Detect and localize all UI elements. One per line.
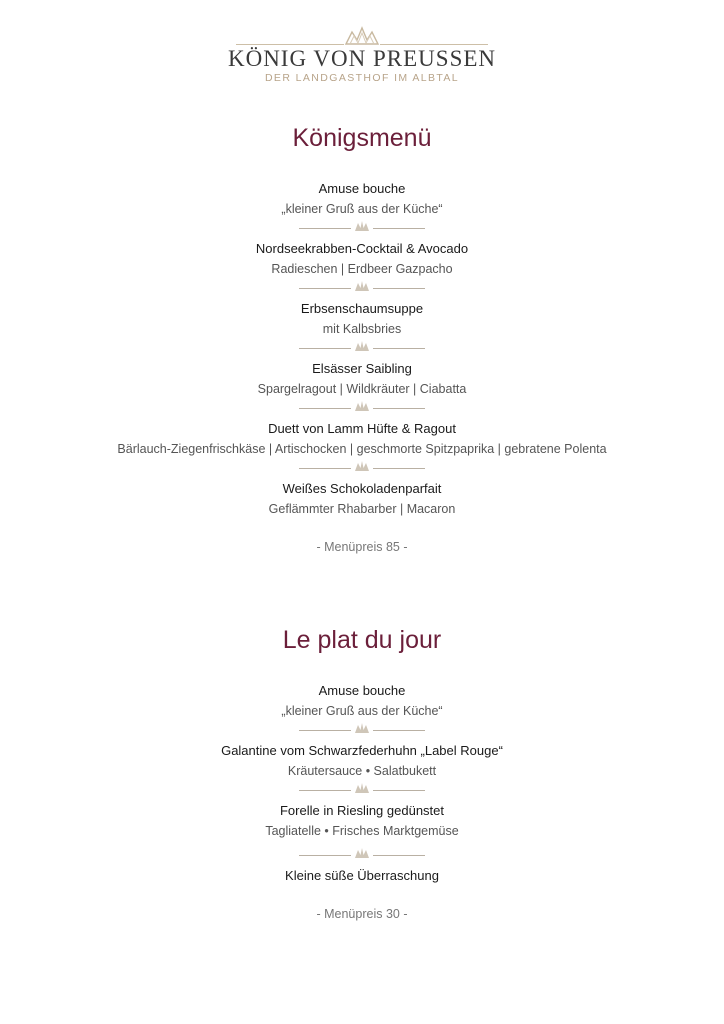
course-desc: Geflämmter Rhabarber | Macaron bbox=[268, 502, 456, 516]
menu-title-plat-du-jour: Le plat du jour bbox=[282, 626, 442, 654]
crown-divider-icon bbox=[354, 220, 370, 232]
course-item bbox=[0, 681, 724, 721]
divider bbox=[0, 460, 724, 472]
crown-divider-icon bbox=[354, 400, 370, 412]
divider bbox=[0, 847, 724, 859]
course-name: Kleine süße Überraschung bbox=[285, 868, 439, 883]
divider bbox=[0, 340, 724, 352]
crown-icon bbox=[344, 26, 380, 46]
course-item bbox=[0, 801, 724, 841]
crown-divider-icon bbox=[354, 847, 370, 859]
course-item bbox=[0, 179, 724, 219]
course-item bbox=[0, 479, 724, 519]
course-name: Erbsenschaumsuppe bbox=[300, 301, 424, 316]
divider bbox=[0, 722, 724, 734]
crown-divider-icon bbox=[354, 722, 370, 734]
course-name: Elsässer Saibling bbox=[312, 361, 412, 376]
brand-name: KÖNIG VON PREUSSEN bbox=[227, 46, 497, 71]
divider bbox=[0, 220, 724, 232]
course-name: Duett von Lamm Hüfte & Ragout bbox=[268, 421, 456, 436]
crown-divider-icon bbox=[354, 460, 370, 472]
course-desc: Tagliatelle • Frisches Marktgemüse bbox=[265, 824, 459, 838]
course-desc: „kleiner Gruß aus der Küche“ bbox=[281, 202, 443, 216]
course-item bbox=[0, 741, 724, 781]
crown-divider-icon bbox=[354, 782, 370, 794]
course-desc: „kleiner Gruß aus der Küche“ bbox=[281, 704, 443, 718]
course-desc: Bärlauch-Ziegenfrischkäse | Artischocken | geschmorte Spitzpaprika | gebratene Polenta bbox=[117, 442, 607, 456]
logo-rule-right bbox=[380, 44, 488, 45]
course-name: Forelle in Riesling gedünstet bbox=[279, 803, 445, 818]
course-desc: Radieschen | Erdbeer Gazpacho bbox=[271, 262, 453, 276]
menu-price: - Menüpreis 30 - bbox=[316, 907, 408, 921]
course-item bbox=[0, 866, 724, 886]
course-item bbox=[0, 419, 724, 459]
course-name: Galantine vom Schwarzfederhuhn „Label Rouge“ bbox=[221, 743, 503, 758]
course-item bbox=[0, 359, 724, 399]
crown-divider-icon bbox=[354, 280, 370, 292]
divider bbox=[0, 280, 724, 292]
crown-divider-icon bbox=[354, 340, 370, 352]
menu-title-koenigsmenue: Königsmenü bbox=[292, 124, 432, 152]
divider bbox=[0, 782, 724, 794]
divider bbox=[0, 400, 724, 412]
course-item bbox=[0, 239, 724, 279]
brand-tagline: DER LANDGASTHOF IM ALBTAL bbox=[264, 72, 460, 84]
course-desc: mit Kalbsbries bbox=[322, 322, 402, 336]
logo-rule-left bbox=[236, 44, 344, 45]
course-name: Amuse bouche bbox=[318, 181, 406, 196]
course-desc: Spargelragout | Wildkräuter | Ciabatta bbox=[257, 382, 467, 396]
course-name: Weißes Schokoladenparfait bbox=[282, 481, 442, 496]
course-name: Nordseekrabben-Cocktail & Avocado bbox=[255, 241, 469, 256]
menu-price: - Menüpreis 85 - bbox=[316, 540, 408, 554]
course-name: Amuse bouche bbox=[318, 683, 406, 698]
course-desc: Kräutersauce • Salatbukett bbox=[287, 764, 437, 778]
course-item bbox=[0, 299, 724, 339]
